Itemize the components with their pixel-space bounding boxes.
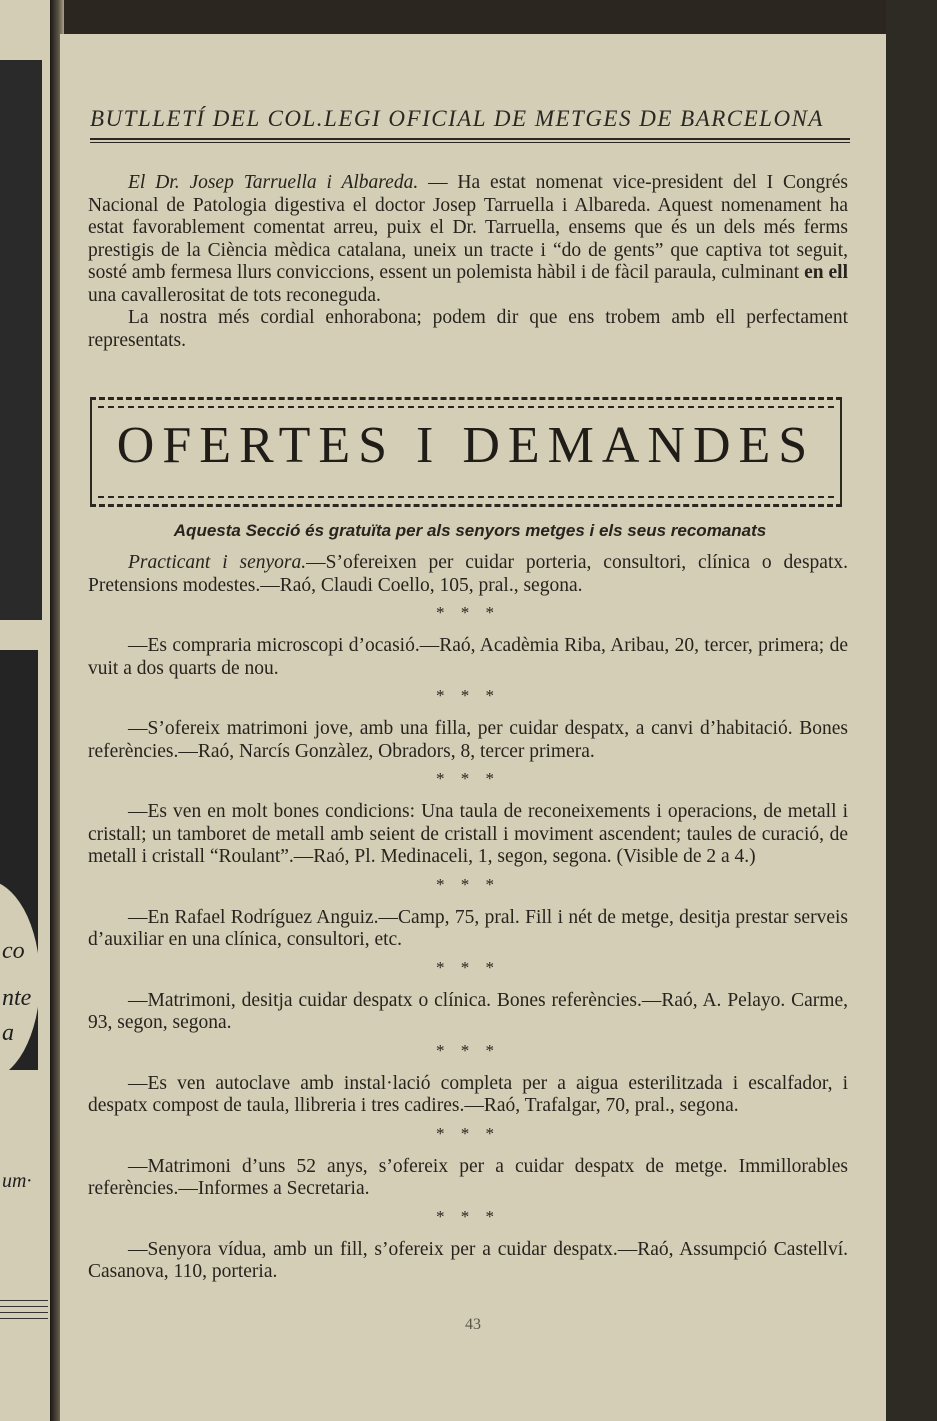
ad-separator: * * * [436, 769, 500, 788]
classified-ad: —S’ofereix matrimoni jove, amb una filla, per cuidar despatx, a canvi d’habitació. Bones referències.—Raó, Narcís Gonzàlez, Obradors, 8, tercer primera. [88, 718, 848, 762]
classified-ad: —Senyora vídua, amb un fill, s’ofereix per a cuidar despatx.—Raó, Assumpció Castellví. Casanova, 110, porteria. [88, 1238, 848, 1282]
classified-ad: —Es ven en molt bones condicions: Una taula de reconeixements i operacions, de metall i cristall; un tamboret de metall amb seient de cristall i moviment ascendent; taules de curació, de metall i cristall “Roulant”.—Raó, Pl. Medinaceli, 1, segon, segona. (Visible de 2 a 4.) [88, 801, 848, 867]
classified-ad: —En Rafael Rodríguez Anguiz.—Camp, 75, pral. Fill i nét de metge, desitja prestar serveis d’auxiliar en una clínica, consultori, etc. [88, 906, 848, 950]
header-rule [90, 142, 850, 143]
facing-page-fragment: a [2, 1020, 14, 1046]
ad-separator: * * * [436, 1123, 500, 1143]
ad-separator: * * * [436, 603, 500, 622]
announcement-congratulation: La nostra més cordial enhorabona; podem dir que ens trobem amb ell perfectament representats. [88, 307, 848, 351]
classified-ad [88, 552, 848, 597]
classified-ads [88, 552, 848, 1284]
facing-page-dark-block [0, 60, 42, 620]
classified-ad: —Es compraria microscopi d’ocasió.—Raó, Acadèmia Riba, Aribau, 20, tercer, primera; de vuit a dos quarts de nou. [88, 635, 848, 679]
announcement-text: — Ha estat nomenat vice-president del I Congrés Nacional de Patologia digestiva el doctor Josep Tarruella i Albareda. Aquest nomenament ha estat favorablement comentat arreu, puix el Dr. Tarruella, ensems que és un dels més ferms prestigis de la Ciència mèdica catalana, uneix un tracte i “do de gents” que captiva tot seguit, sosté amb fermesa llurs conviccions, essent un polemista hàbil i de fàcil paraula, culminant [88, 172, 848, 283]
scan-background [886, 0, 937, 1421]
ad-separator: * * * [436, 1206, 500, 1226]
announcement-text-end: una cavallerositat de tots reconeguda. [88, 284, 381, 306]
announcement [88, 172, 848, 352]
announcement-emphasis: en ell [804, 262, 848, 283]
announcement-paragraph [88, 172, 848, 307]
facing-page-rule [0, 1312, 48, 1313]
page-number: 43 [465, 1316, 481, 1333]
facing-page-rule [0, 1300, 48, 1301]
facing-page-fragment: um· [2, 1170, 32, 1192]
ad-separator: * * * [436, 874, 500, 894]
classified-ad: —Matrimoni d’uns 52 anys, s’ofereix per a cuidar despatx de metge. Immillorables referències.—Informes a Secretaria. [88, 1155, 848, 1199]
section-subtitle: Aquesta Secció és gratuïta per als senyors metges i els seus recomanats [173, 521, 767, 540]
classified-ad: —Es ven autoclave amb instal·lació completa per a aigua esterilitzada i escalfador, i despatx compost de taula, llibreria i tres cadires.—Raó, Trafalgar, 70, pral., segona. [88, 1072, 848, 1116]
classified-ad-text: —S’ofereixen per cuidar porteria, consultori, clínica o despatx. Pretensions modestes.—Raó, Claudi Coello, 105, pral., segona. [88, 552, 848, 596]
section-banner [90, 397, 842, 507]
classified-ad: —Matrimoni, desitja cuidar despatx o clínica. Bones referències.—Raó, A. Pelayo. Carme, 93, segon, segona. [88, 989, 848, 1033]
announcement-name: El Dr. Josep Tarruella i Albareda. [128, 172, 419, 193]
running-head: BUTLLETÍ DEL COL.LEGI OFICIAL DE METGES DE BARCELONA [90, 106, 824, 131]
facing-page-rule [0, 1306, 48, 1307]
facing-page-fragment: co [2, 938, 25, 964]
ad-separator: * * * [436, 957, 500, 977]
section-title: OFERTES I DEMANDES [116, 417, 816, 474]
facing-page-edge [0, 0, 52, 1421]
ad-separator: * * * [436, 1040, 500, 1060]
facing-page-fragment: nte [2, 985, 32, 1011]
classified-ad-lead: Practicant i senyora. [128, 552, 307, 573]
header-rule [90, 138, 850, 140]
ad-separator: * * * [436, 686, 500, 705]
journal-page [60, 34, 886, 1421]
facing-page-rule [0, 1318, 48, 1319]
